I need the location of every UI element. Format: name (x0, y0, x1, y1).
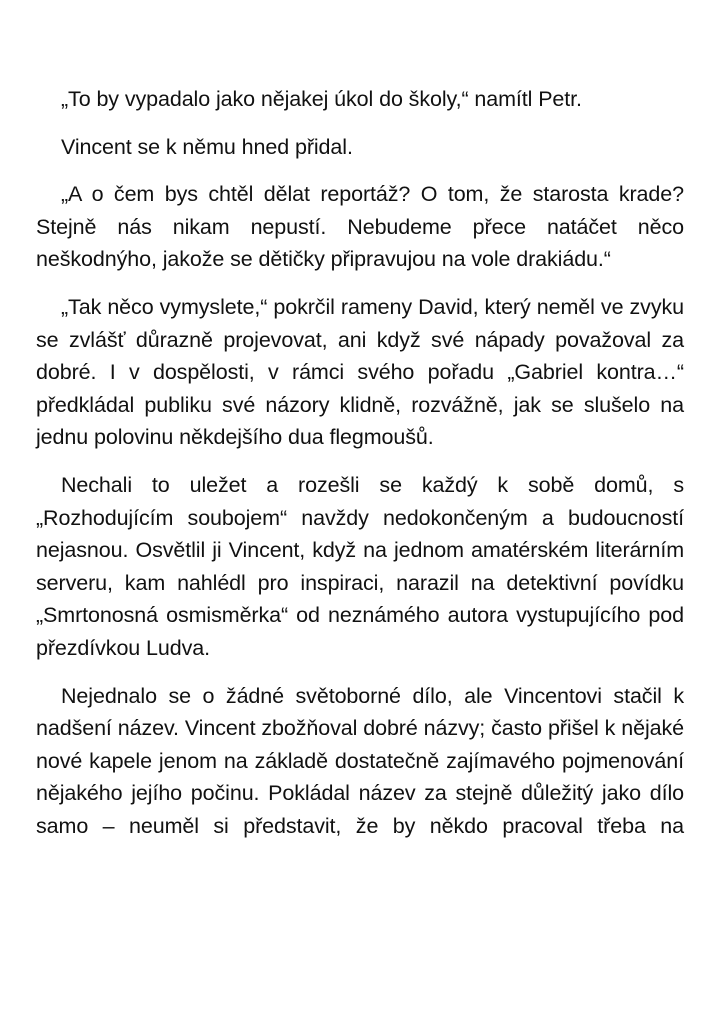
paragraph-2: Vincent se k němu hned přidal. (61, 134, 353, 159)
paragraph-1: „To by vypadalo jako nějakej úkol do školy,“ namítl Petr. (61, 87, 582, 111)
paragraph-5: Nechali to uležet a rozešli se každý k sobě domů, s „Rozhodujícím soubojem“ navždy nedokončeným a budoucností nejasnou. Osvětlil ji Vincent, když na jednom amatérském literárním serveru, kam nahlédl pro inspiraci, narazil na detektivní povídku „Smrtonosná osmisměrka“ od neznámého autora vystupujícího pod přezdívkou Ludva. (36, 472, 684, 660)
paragraph-4: „Tak něco vymyslete,“ pokrčil rameny David, který neměl ve zvyku se zvlášť důrazně projevovat, ani když své nápady považoval za dobré. I v dospělosti, v rámci svého pořadu „Gabriel kontra…“ předkládal publiku své názory klidně, rozvážně, jak se slušelo na jednu polovinu někdejšího dua flegmoušů. (36, 294, 684, 450)
paragraph-3: „A o čem bys chtěl dělat reportáž? O tom, že starosta krade? Stejně nás nikam nepustí. Nebudeme přece natáčet něco neškodnýho, jakože se dětičky připravujou na vole drakiádu.“ (36, 182, 684, 272)
paragraph-6: Nejednalo se o žádné světoborné dílo, ale Vincentovi stačil k nadšení název. Vincent zbožňoval dobré názvy; často přišel k nějaké nové kapele jenom na základě dostatečně zajímavého pojmenování nějakého jejího počinu. Pokládal název za stejně důležitý jako dílo samo – neuměl si představit, že by někdo pracoval třeba na (36, 683, 684, 838)
